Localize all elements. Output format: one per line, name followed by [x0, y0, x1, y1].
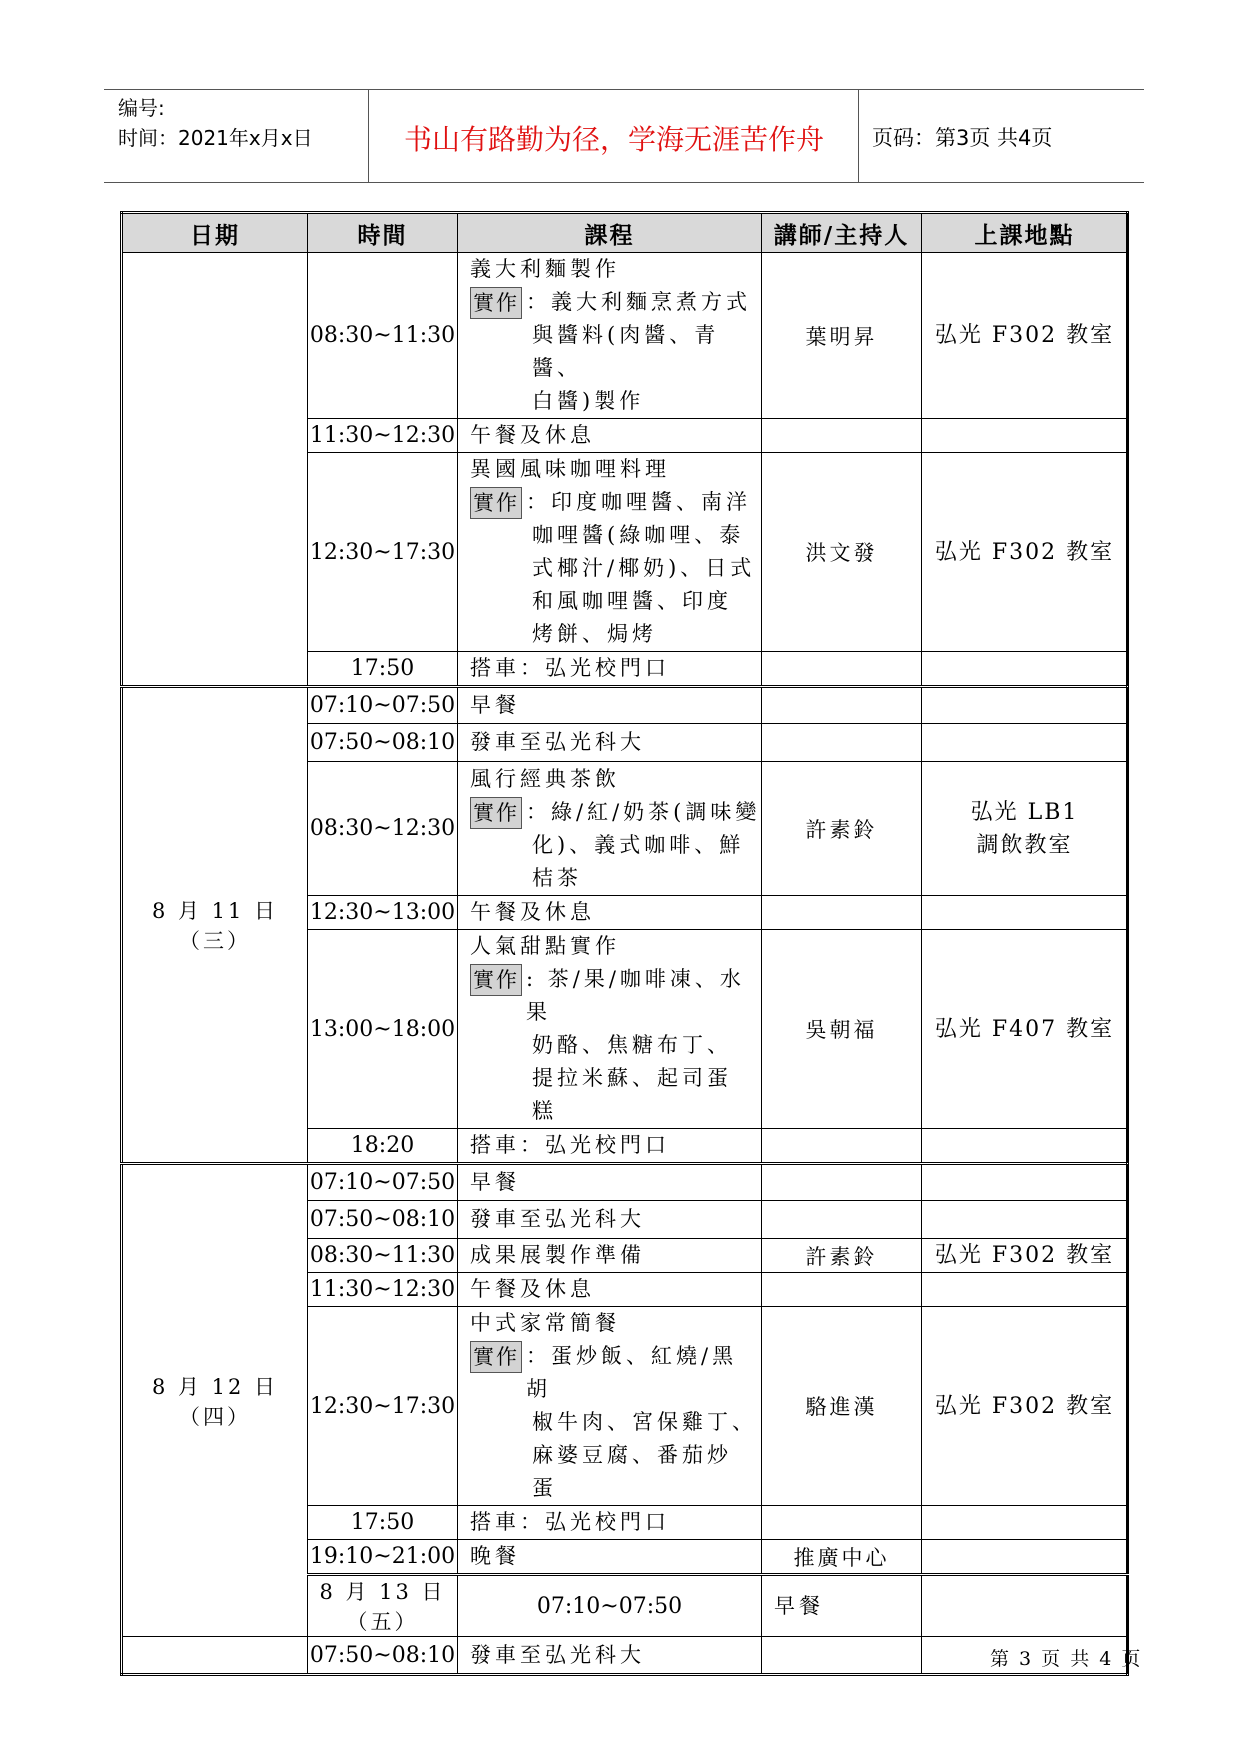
- time-cell: 17:50: [308, 1506, 458, 1540]
- practice-tag: 實作: [470, 1341, 522, 1373]
- teacher-cell: [762, 724, 922, 762]
- time-cell: 08:30~12:30: [308, 762, 458, 896]
- header-divider-left: [368, 89, 369, 182]
- course-cell: 午餐及休息: [458, 896, 762, 930]
- footer-page-number: 第 3 页 共 4 页: [990, 1648, 1143, 1670]
- room-cell: [922, 1506, 1128, 1540]
- course-line: 烤餅、焗烤: [532, 622, 657, 646]
- teacher-cell: [922, 1575, 1128, 1637]
- room-cell: 弘光 F302 教室: [922, 1239, 1128, 1273]
- practice-tag: 實作: [470, 797, 522, 829]
- date-cell: 8 月 11 日（三）: [122, 687, 308, 1164]
- header-teacher: 講師/主持人: [762, 213, 922, 253]
- course-line: ：蛋炒飯、紅燒/黑胡: [526, 1344, 738, 1401]
- course-cell: [458, 762, 762, 896]
- time-cell: 07:50~08:10: [308, 724, 458, 762]
- course-line: 咖哩醬(綠咖哩、泰: [532, 523, 745, 547]
- course-line: 與醬料(肉醬、青醬、: [532, 323, 720, 380]
- course-cell: 早餐: [458, 687, 762, 724]
- course-cell: [458, 253, 762, 419]
- time-cell: 07:10~07:50: [308, 687, 458, 724]
- course-line: ：義大利麵烹煮方式: [526, 290, 751, 314]
- header-date: 日期: [122, 213, 308, 253]
- course-cell: 搭車：弘光校門口: [458, 1129, 762, 1164]
- course-cell: 發車至弘光科大: [458, 1637, 762, 1675]
- date-cell-empty: [122, 253, 308, 687]
- course-cell: 午餐及休息: [458, 1273, 762, 1307]
- course-line: : 茶/果/咖啡凍、水果: [526, 967, 745, 1024]
- teacher-cell: 吳朝福: [762, 930, 922, 1129]
- course-title: 人氣甜點實作: [470, 934, 620, 958]
- course-line: 奶酪、焦糖布丁、: [532, 1033, 732, 1057]
- course-cell: 搭車：弘光校門口: [458, 652, 762, 687]
- table-header-row: [122, 213, 1128, 253]
- room-cell: [922, 419, 1128, 453]
- room-line: 調飲教室: [976, 832, 1073, 858]
- time-cell: 18:20: [308, 1129, 458, 1164]
- header-divider-right: [858, 89, 859, 182]
- room-cell: [922, 1273, 1128, 1307]
- teacher-cell: 許素鈴: [762, 1239, 922, 1273]
- time-cell: 08:30~11:30: [308, 253, 458, 419]
- time-cell: 12:30~17:30: [308, 453, 458, 652]
- teacher-cell: [762, 1164, 922, 1201]
- room-line: 弘光 LB1: [970, 799, 1079, 825]
- header-page-number: 页码：第3页 共4页: [872, 126, 1053, 150]
- course-line: 化)、義式咖啡、鮮: [532, 832, 745, 857]
- header-time: 時間: [308, 213, 458, 253]
- course-line: 椒牛肉、宮保雞丁、: [532, 1410, 757, 1434]
- time-cell: 11:30~12:30: [308, 419, 458, 453]
- time-cell: 19:10~21:00: [308, 1540, 458, 1575]
- course-cell: [458, 453, 762, 652]
- header-bottom-rule: [104, 182, 1144, 183]
- header-room: 上課地點: [922, 213, 1128, 253]
- header-time: 时间：2021年x月x日: [118, 126, 313, 150]
- header-meta: [118, 93, 313, 153]
- course-cell: [458, 930, 762, 1129]
- time-cell: 07:10~07:50: [458, 1575, 762, 1637]
- course-cell: 成果展製作準備: [458, 1239, 762, 1273]
- practice-tag: 實作: [470, 487, 522, 519]
- course-cell: [458, 1307, 762, 1506]
- header-number: 编号:: [118, 96, 165, 120]
- course-line: 桔茶: [532, 865, 582, 890]
- course-line: ：綠/紅/奶茶(調味變: [526, 799, 761, 824]
- time-cell: 12:30~13:00: [308, 896, 458, 930]
- room-cell: [922, 1540, 1128, 1575]
- course-cell: 發車至弘光科大: [458, 724, 762, 762]
- course-cell: 搭車：弘光校門口: [458, 1506, 762, 1540]
- room-cell: 弘光 F302 教室: [922, 1307, 1128, 1506]
- course-cell: 早餐: [762, 1575, 922, 1637]
- course-cell: 發車至弘光科大: [458, 1201, 762, 1239]
- header-course: 課程: [458, 213, 762, 253]
- teacher-cell: [762, 687, 922, 724]
- room-cell: 弘光 F407 教室: [922, 930, 1128, 1129]
- room-cell: [922, 1201, 1128, 1239]
- course-title: 異國風味咖哩料理: [470, 457, 670, 481]
- teacher-cell: [762, 419, 922, 453]
- practice-tag: 實作: [470, 964, 522, 996]
- teacher-cell: 許素鈴: [762, 762, 922, 896]
- course-title: 義大利麵製作: [470, 257, 620, 281]
- teacher-cell: [762, 1201, 922, 1239]
- course-line: 和風咖哩醬、印度: [532, 589, 732, 613]
- teacher-cell: 葉明昇: [762, 253, 922, 419]
- time-cell: 13:00~18:00: [308, 930, 458, 1129]
- course-line: 麻婆豆腐、番茄炒: [532, 1443, 732, 1467]
- time-cell: 17:50: [308, 652, 458, 687]
- course-cell: 早餐: [458, 1164, 762, 1201]
- time-cell: 11:30~12:30: [308, 1273, 458, 1307]
- room-cell: 弘光 F302 教室: [922, 453, 1128, 652]
- room-cell: [922, 896, 1128, 930]
- teacher-cell: 駱進漢: [762, 1307, 922, 1506]
- teacher-cell: [762, 652, 922, 687]
- teacher-cell: 洪文發: [762, 453, 922, 652]
- time-cell: 07:50~08:10: [308, 1201, 458, 1239]
- room-cell: [922, 652, 1128, 687]
- time-cell: 12:30~17:30: [308, 1307, 458, 1506]
- schedule-table: [120, 211, 1129, 1676]
- room-cell: [922, 1129, 1128, 1164]
- room-cell: [922, 687, 1128, 724]
- date-cell: 8 月 13 日（五）: [308, 1575, 458, 1637]
- table-row: [122, 1637, 1128, 1675]
- table-row: [122, 687, 1128, 724]
- course-line: 糕: [532, 1099, 557, 1123]
- table-row: [122, 253, 1128, 419]
- time-cell: 08:30~11:30: [308, 1239, 458, 1273]
- table-row: [122, 1164, 1128, 1201]
- teacher-cell: [762, 1637, 922, 1675]
- teacher-cell: [762, 1506, 922, 1540]
- practice-tag: 實作: [470, 287, 522, 319]
- course-title: 風行經典茶飲: [470, 766, 620, 791]
- course-line: 蛋: [532, 1476, 557, 1500]
- teacher-cell: [762, 1129, 922, 1164]
- room-cell: [922, 724, 1128, 762]
- header-motto: 书山有路勤为径，学海无涯苦作舟: [403, 123, 824, 156]
- date-cell: 8 月 12 日（四）: [122, 1164, 308, 1637]
- room-cell: 弘光 F302 教室: [922, 253, 1128, 419]
- course-line: ：印度咖哩醬、南洋: [526, 490, 751, 514]
- time-cell: 07:50~08:10: [308, 1637, 458, 1675]
- teacher-cell: 推廣中心: [762, 1540, 922, 1575]
- teacher-cell: [762, 1273, 922, 1307]
- course-cell: 晚餐: [458, 1540, 762, 1575]
- room-cell: [922, 1164, 1128, 1201]
- date-cell-empty: [122, 1637, 308, 1675]
- course-line: 白醬)製作: [532, 389, 645, 413]
- room-cell: [922, 762, 1128, 896]
- course-line: 式椰汁/椰奶)、日式: [532, 556, 756, 580]
- teacher-cell: [762, 896, 922, 930]
- course-line: 提拉米蘇、起司蛋: [532, 1066, 732, 1090]
- time-cell: 07:10~07:50: [308, 1164, 458, 1201]
- course-desc: [522, 963, 761, 1128]
- course-title: 中式家常簡餐: [470, 1311, 620, 1335]
- course-cell: 午餐及休息: [458, 419, 762, 453]
- header-top-rule: [104, 89, 1144, 90]
